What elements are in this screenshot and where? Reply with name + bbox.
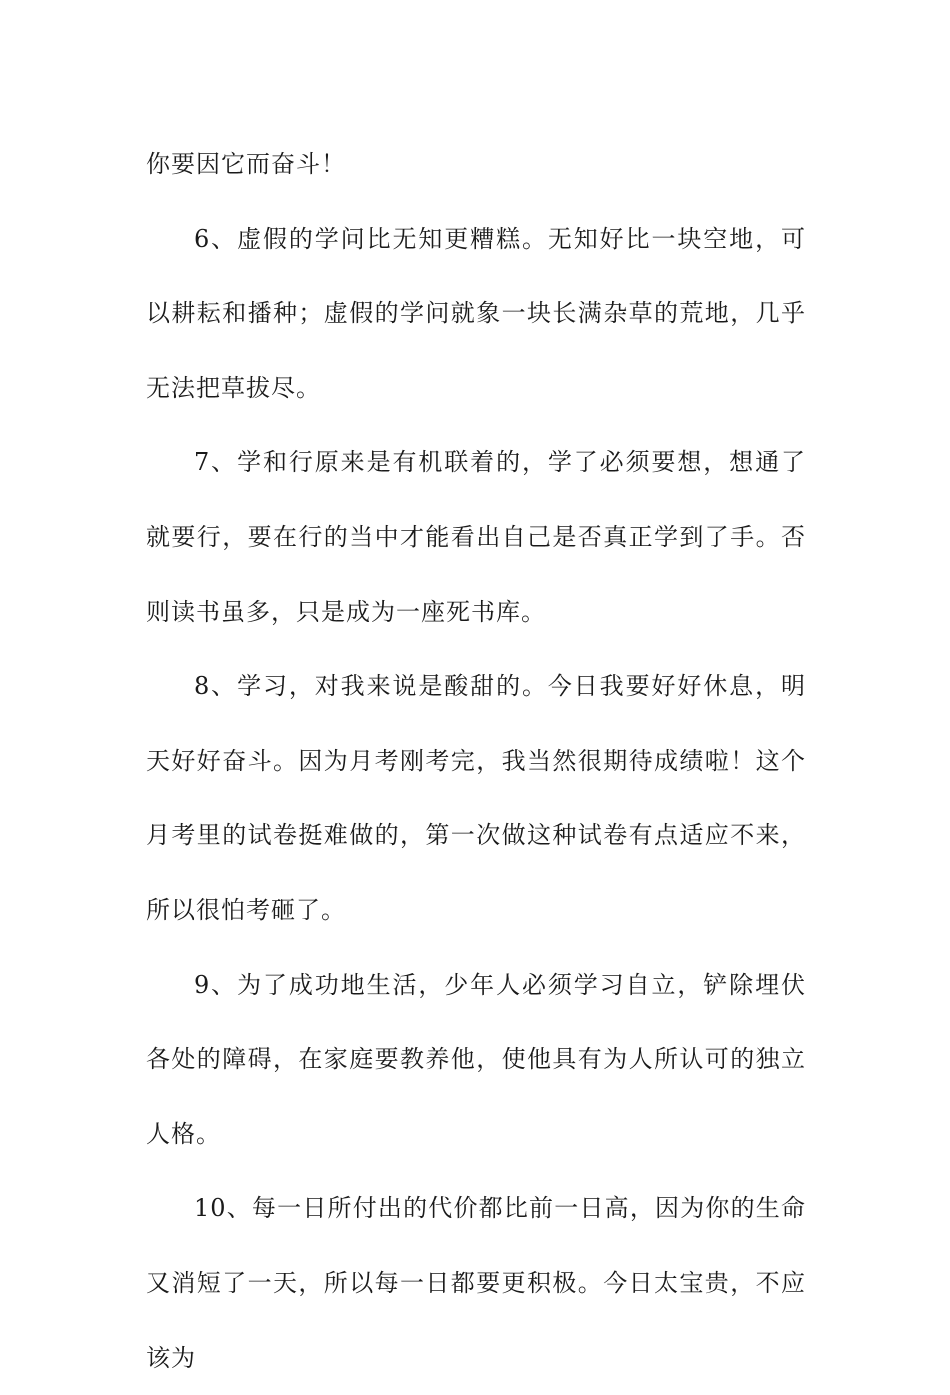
paragraph-continuation: 你要因它而奋斗！ (146, 150, 346, 178)
paragraph-item-8: 8、学习，对我来说是酸甜的。今日我要好好休息，明天好好奋斗。因为月考刚考完，我当然很期待成绩啦！这个月考里的试卷挺难做的，第一次做这种试卷有点适应不来，所以很怕考砸了。 (146, 672, 806, 924)
paragraph-item-9: 9、为了成功地生活，少年人必须学习自立，铲除埋伏各处的障碍，在家庭要教养他，使他具有为人所认可的独立人格。 (146, 970, 806, 1148)
document-body (146, 127, 806, 1395)
paragraph-item-7: 7、学和行原来是有机联着的，学了必须要想，想通了就要行，要在行的当中才能看出自己是否真正学到了手。否则读书虽多，只是成为一座死书库。 (146, 448, 806, 626)
paragraph-item-6: 6、虚假的学问比无知更糟糕。无知好比一块空地，可以耕耘和播种；虚假的学问就象一块长满杂草的荒地，几乎无法把草拔尽。 (146, 224, 806, 402)
paragraph-item-10: 10、每一日所付出的代价都比前一日高，因为你的生命又消短了一天，所以每一日都要更积极。今日太宝贵，不应该为 (146, 1194, 806, 1372)
